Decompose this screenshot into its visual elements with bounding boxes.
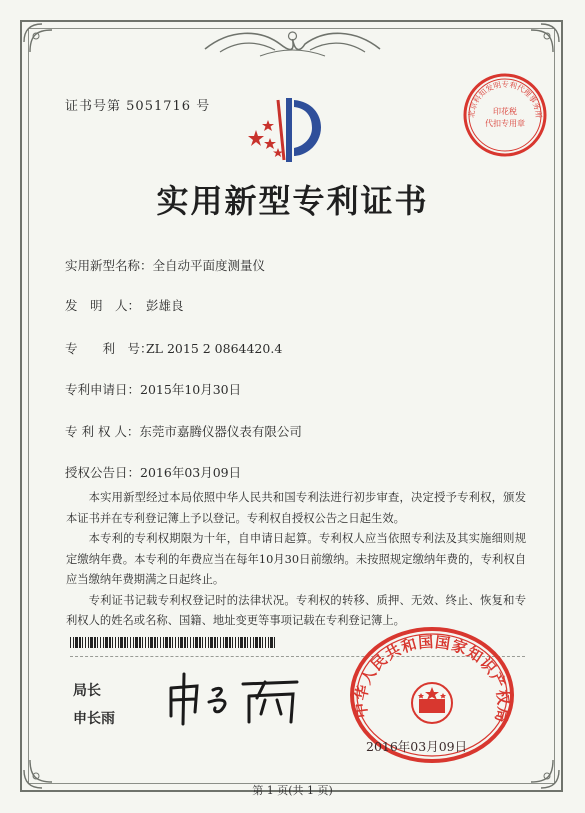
name-label: 实用新型名称： [65, 258, 153, 273]
cert-no-suffix: 号 [196, 99, 211, 114]
certificate-body [66, 488, 526, 632]
holder-value: 东莞市嘉腾仪器仪表有限公司 [139, 424, 302, 439]
field-patentee [65, 422, 302, 440]
field-application-date [65, 380, 241, 398]
cert-no-value: 5051716 [126, 99, 192, 114]
svg-text:印花税: 印花税 [493, 107, 517, 116]
apply-date-label: 专利申请日： [65, 382, 141, 397]
corner-ornament-tr [521, 22, 561, 62]
certificate-number [65, 95, 210, 114]
seal-date: 2016年03月09日 [366, 739, 468, 754]
field-utility-model-name [65, 256, 265, 274]
grant-date-value: 2016年03月09日 [140, 465, 242, 480]
agency-seal [460, 70, 550, 160]
grant-date-label: 授权公告日： [65, 465, 141, 480]
page-footer: 第 1 页(共 1 页) [252, 784, 333, 797]
patent-no-value: ZL 2015 2 0864420.4 [146, 341, 283, 356]
body-paragraph-1: 本实用新型经过本局依照中华人民共和国专利法进行初步审查，决定授予专利权，颁发本证书并在专利登记簿上予以登记。专利权自授权公告之日起生效。 [66, 491, 526, 525]
svg-text:代扣专用章: 代扣专用章 [485, 119, 525, 128]
name-value: 全自动平面度测量仪 [152, 258, 266, 273]
agency-seal-text: 北京科知发明专利代理事务所 [466, 79, 544, 119]
director-signature [165, 668, 305, 726]
inventor-value: 彭雄良 [146, 298, 184, 313]
certificate-title: 实用新型专利证书 [156, 182, 429, 220]
field-grant-date [65, 463, 241, 481]
inventor-label: 发 明 人： [65, 298, 141, 313]
patent-no-label: 专 利 号： [65, 341, 153, 356]
director-title: 局长 [73, 683, 101, 699]
apply-date-value: 2015年10月30日 [140, 382, 242, 397]
top-ornament [200, 24, 385, 64]
director-name: 申长雨 [73, 711, 115, 727]
corner-ornament-tl [22, 22, 62, 62]
body-paragraph-2: 本专利的专利权期限为十年，自申请日起算。专利权人应当依照专利法及其实施细则规定缴纳年费。本专利的年费应当在每年10月30日前缴纳。未按照规定缴纳年费的，专利权自应当缴纳年费期满之日起终止。 [66, 532, 526, 586]
body-paragraph-3: 专利证书记载专利权登记时的法律状况。专利权的转移、质押、无效、终止、恢复和专利权人的姓名或名称、国籍、地址变更等事项记载在专利登记簿上。 [66, 593, 526, 627]
field-inventor [65, 296, 184, 314]
holder-label: 专 利 权 人： [65, 424, 140, 439]
field-patent-number [65, 339, 282, 357]
official-seal-text: 中华人民共和国国家知识产权局 [351, 632, 513, 726]
cert-no-label: 证书号第 [65, 99, 122, 114]
barcode [70, 637, 275, 648]
cnipa-logo [248, 90, 328, 170]
